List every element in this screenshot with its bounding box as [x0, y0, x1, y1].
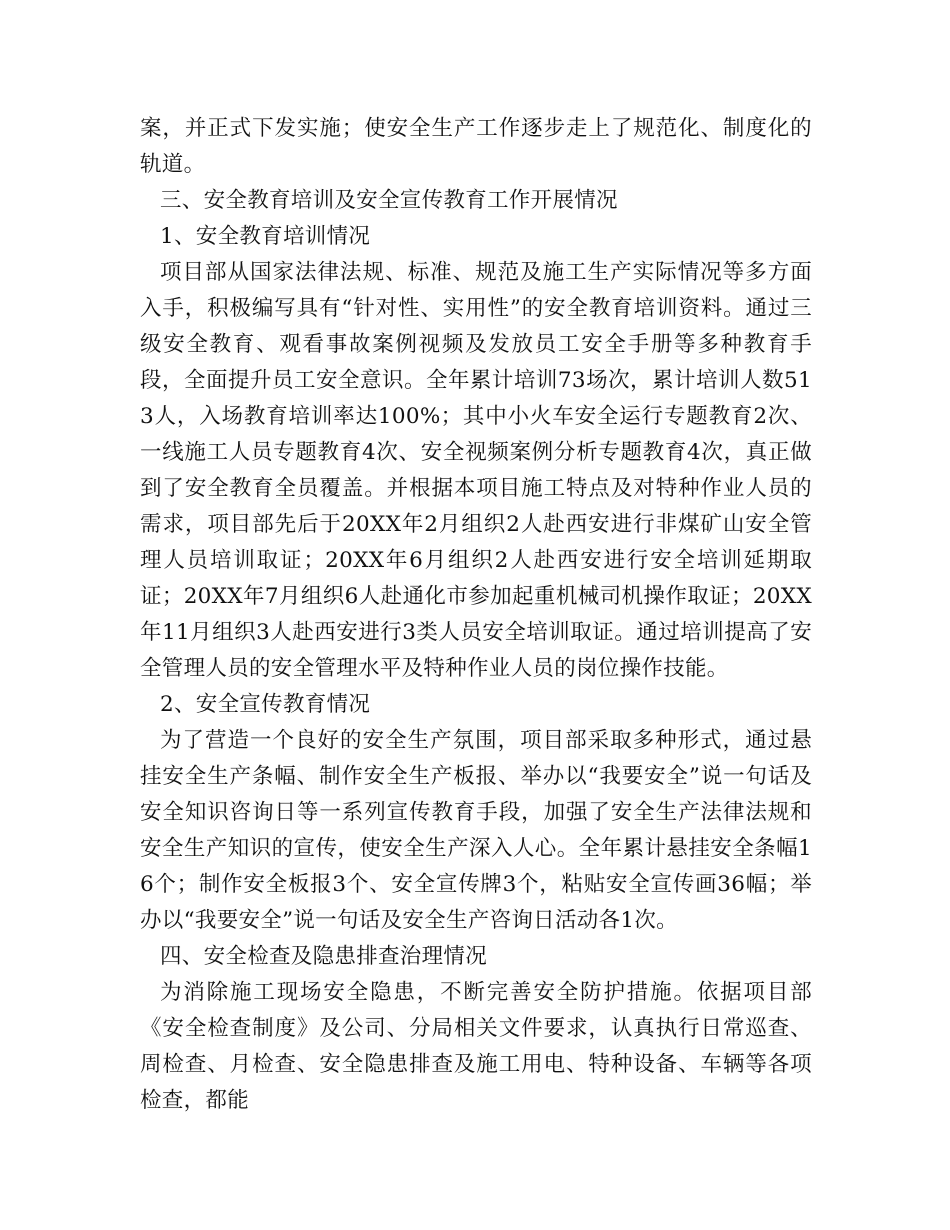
subsection-heading-training: 1、安全教育培训情况: [160, 224, 371, 249]
paragraph-training: 项目部从国家法律法规、标准、规范及施工生产实际情况等多方面入手，积极编写具有“针对性、实用性”的安全教育培训资料。通过三级安全教育、观看事故案例视频及发放员工安全手册等多种教育手段，全面提升员工安全意识。全年累计培训73场次，累计培训人数513人，入场教育培训率达100%；其中小火车安全运行专题教育2次、一线施工人员专题教育4次、安全视频案例分析专题教育4次，真正做到了安全教育全员覆盖。并根据本项目施工特点及对特种作业人员的需求，项目部先后于20XX年2月组织2人赴西安进行非煤矿山安全管理人员培训取证；20XX年6月组织2人赴西安进行安全培训延期取证；20XX年7月组织6人赴通化市参加起重机械司机操作取证；20XX年11月组织3人赴西安进行3类人员安全培训取证。通过培训提高了安全管理人员的安全管理水平及特种作业人员的岗位操作技能。: [140, 260, 812, 681]
paragraph-continuation: 案，并正式下发实施；使安全生产工作逐步走上了规范化、制度化的轨道。: [140, 116, 812, 177]
paragraph-inspection: 为消除施工现场安全隐患，不断完善安全防护措施。依据项目部《安全检查制度》及公司、分局相关文件要求，认真执行日常巡查、周检查、月检查、安全隐患排查及施工用电、特种设备、车辆等各项检查，都能: [140, 980, 812, 1113]
document-body: [140, 111, 812, 1119]
paragraph-publicity: 为了营造一个良好的安全生产氛围，项目部采取多种形式，通过悬挂安全生产条幅、制作安全生产板报、举办以“我要安全”说一句话及安全知识咨询日等一系列宣传教育手段，加强了安全生产法律法规和安全生产知识的宣传，使安全生产深入人心。全年累计悬挂安全条幅16个；制作安全板报3个、安全宣传牌3个，粘贴安全宣传画36幅；举办以“我要安全”说一句话及安全生产咨询日活动各1次。: [140, 728, 812, 933]
section-heading-3: 三、安全教育培训及安全宣传教育工作开展情况: [160, 188, 618, 213]
section-heading-4: 四、安全检查及隐患排查治理情况: [160, 944, 488, 969]
subsection-heading-publicity: 2、安全宣传教育情况: [160, 692, 371, 717]
